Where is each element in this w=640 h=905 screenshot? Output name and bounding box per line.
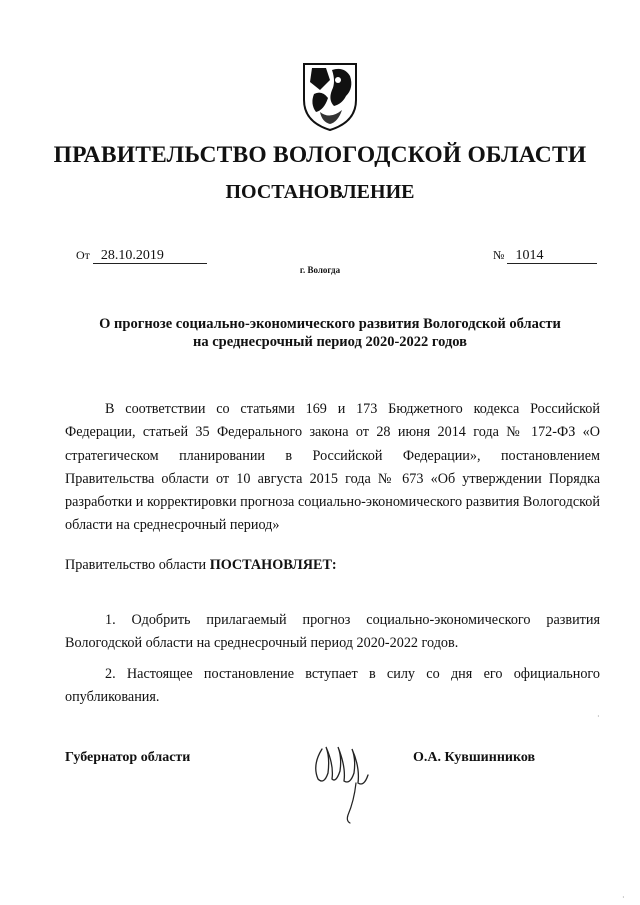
margin-mark: ·	[622, 893, 625, 902]
date-value: 28.10.2019	[93, 248, 207, 264]
decree-keyword: ПОСТАНОВЛЯЕТ:	[209, 557, 337, 573]
date-field	[76, 248, 207, 264]
city-label: г. Вологда	[299, 265, 341, 275]
item-1-paragraph	[65, 609, 600, 656]
decree-prefix: Правительство области	[65, 557, 207, 573]
document-type-heading: ПОСТАНОВЛЕНИЕ	[225, 181, 415, 203]
number-prefix: №	[493, 248, 505, 262]
preamble-paragraph	[65, 398, 600, 538]
document-subject	[60, 315, 600, 351]
signatory-name: О.А. Кувшинников	[413, 750, 536, 765]
subject-line-2: на среднесрочный период 2020-2022 годов	[192, 334, 468, 350]
item-1-text: 1. Одобрить прилагаемый прогноз социально-экономического развития Вологодской области на среднесрочный период 2020-2022 годов.	[65, 612, 600, 652]
item-2-paragraph	[65, 663, 600, 710]
subject-line-1: О прогнозе социально-экономического развития Вологодской области	[99, 316, 561, 332]
government-title: ПРАВИТЕЛЬСТВО ВОЛОГОДСКОЙ ОБЛАСТИ	[53, 142, 587, 168]
preamble-text: В соответствии со статьями 169 и 173 Бюджетного кодекса Российской Федерации, статьей 35 Федерального закона от 28 июня 2014 года № 172-ФЗ «О стратегическом планировании в Российской Федерации», постановлением Правительства области от 10 августа 2015 года № 673 «Об утверждении Порядка разработки и корректировки прогноза социально-экономического развития Вологодской области на среднесрочный период»	[65, 401, 600, 534]
decree-line	[65, 557, 337, 574]
margin-mark: ·	[597, 712, 600, 721]
handwritten-signature	[308, 735, 378, 830]
signatory-role: Губернатор области	[65, 750, 191, 765]
date-prefix: От	[76, 248, 90, 262]
coat-of-arms-emblem	[298, 60, 362, 134]
number-value: 1014	[507, 248, 597, 264]
number-field	[493, 248, 597, 264]
item-2-text: 2. Настоящее постановление вступает в силу со дня его официального опубликования.	[65, 666, 600, 706]
